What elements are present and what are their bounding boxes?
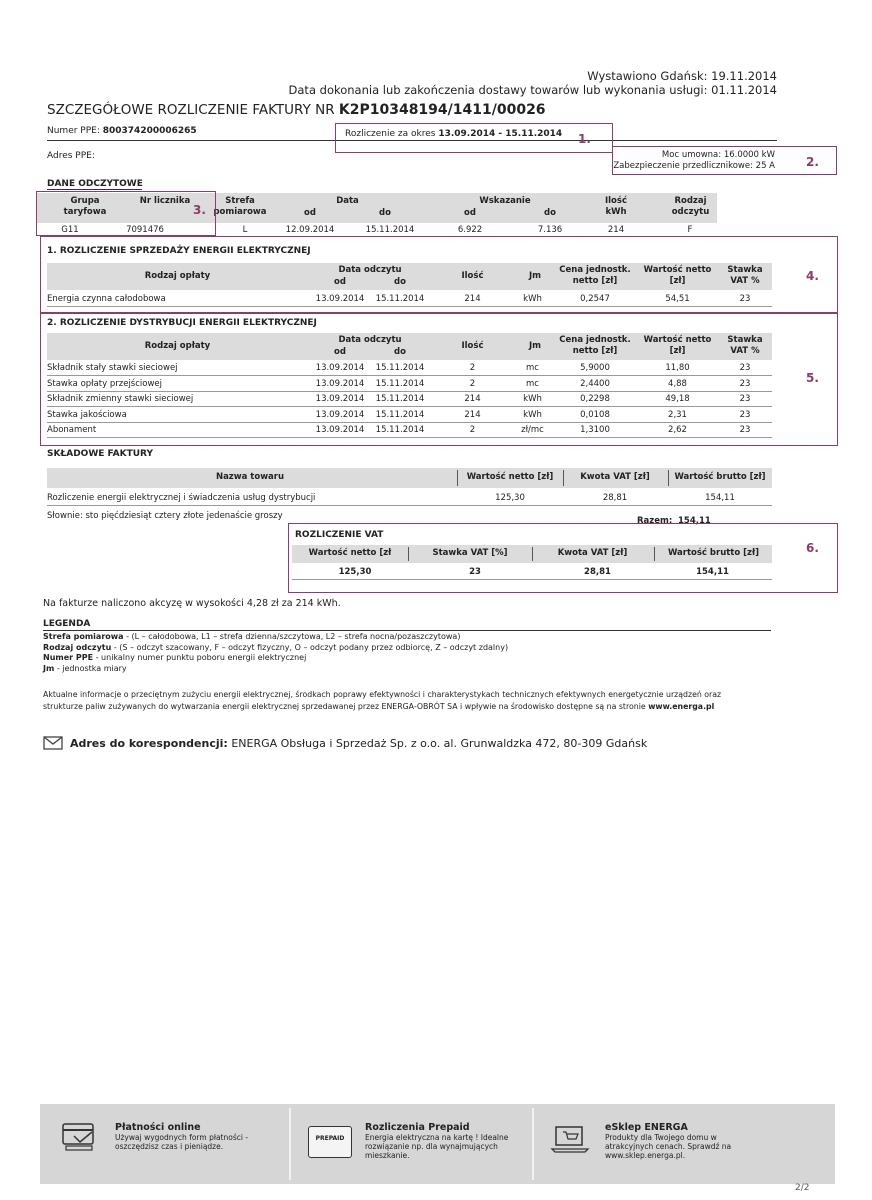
dist-cell-qty: 214 [464,394,481,404]
dist-h-price: Cena jednostk. netto [zł] [559,335,631,356]
dist-h-do: do [394,347,406,357]
dist-cell-net: 4,88 [668,378,687,389]
h-wsk-od: od [464,208,476,218]
promo-online-title: Płatności online [115,1122,201,1133]
dist-title: 2. ROZLICZENIE DYSTRYBUCJI ENERGII ELEKTRYCZNEJ [47,318,317,328]
promo-online[interactable] [115,1122,275,1151]
amount-in-words: Słownie: sto pięćdziesiąt cztery złote jedenaście groszy [47,511,283,521]
ppe-number [47,126,197,136]
dist-cell-od: 13.09.2014 [315,394,365,404]
dist-cell-net: 11,80 [665,363,690,373]
h-data: Data [336,196,359,206]
prepaid-card-icon [308,1126,352,1158]
dist-cell-od: 13.09.2014 [315,425,365,435]
promo-esklep-text: Produkty dla Twojego domu w atrakcyjnych cenach. Sprawdź na www.sklep.energa.pl. [605,1133,732,1160]
legend-line-2: Rodzaj odczytu - (S – odczyt szacowany, F – odczyt fizyczny, O – odczyt podany przez odbiorcę, Z – odczyt zdalny) [43,642,509,652]
comp-h-name: Nazwa towaru [215,472,285,482]
sale-h-ilosc: Ilość [461,271,484,281]
info-line-1: Aktualne informacje o przeciętnym zużyciu energii elektrycznej, środkach poprawy efektywności i charakterystykach technicznych efektywnych energetycznie urządzeń oraz [43,690,722,699]
dist-cell-net: 2,62 [668,425,687,435]
h-data-od: od [304,208,316,218]
vat-h-rate: Stawka VAT [%] [432,548,508,558]
dist-cell-jm: kWh [523,409,542,420]
dist-cell-qty: 214 [464,409,481,420]
promo-online-text: Używaj wygodnych form płatności - oszczędzisz czas i pieniądze. [115,1133,249,1151]
marker-1: 1. [578,132,591,146]
sale-h-data: Data odczytu [338,265,402,275]
promo-prepaid-title: Rozliczenia Prepaid [365,1122,470,1133]
comp-row-gross: 154,11 [705,493,735,503]
legend-line-3: Numer PPE - unikalny numer punktu poboru energii elektrycznej [43,653,307,662]
sale-h-net: Wartość netto [zł] [643,265,712,286]
r-data-do: 15.11.2014 [365,225,415,235]
dist-h-jm: Jm [528,341,542,351]
sale-cell-price: 0,2547 [580,294,610,304]
correspondence [70,737,647,750]
comp-row-net: 125,30 [495,493,525,503]
correspondence-address: ENERGA Obsługa i Sprzedaż Sp. z o.o. al. Grunwaldzka 472, 80-309 Gdańsk [231,737,648,750]
delivery-date: Data dokonania lub zakończenia dostawy towarów lub wykonania usługi: 01.11.2014 [288,83,777,97]
dist-cell-do: 15.11.2014 [375,363,425,373]
excise-note: Na fakturze naliczono akcyzę w wysokości 4,28 zł za 214 kWh. [43,598,341,609]
h-wskazanie: Wskazanie [479,196,531,206]
online-payment-icon [60,1120,100,1154]
marker-4: 4. [806,269,819,283]
dist-cell-price: 0,0108 [580,409,610,420]
vat-net: 125,30 [338,567,372,577]
h-wsk-do: do [544,208,556,218]
row-divider [47,437,772,438]
sale-cell-do: 15.11.2014 [375,294,425,304]
legend-body [43,632,773,674]
dist-cell-do: 15.11.2014 [375,394,425,404]
dist-h-data: Data odczytu [338,335,402,345]
sale-cell-jm: kWh [523,294,542,304]
dist-cell-price: 5,9000 [580,363,610,373]
promo-esklep-title: eSklep ENERGA [605,1122,688,1133]
promo-prepaid[interactable] [365,1122,525,1160]
vat-gross: 154,11 [696,567,729,577]
r-grupa: G11 [61,225,79,235]
dist-cell-name: Składnik zmienny stawki sieciowej [47,394,194,404]
legend-line-1: Strefa pomiarowa - (L – całodobowa, L1 – strefa dzienna/szczytowa, L2 – strefa nocna/pozaszczytowa) [43,632,461,641]
invoice-number: K2P10348194/1411/00026 [338,102,546,118]
sale-cell-vat: 23 [739,294,751,304]
dist-cell-do: 15.11.2014 [375,378,425,389]
protection-rating: Zabezpieczenie przedlicznikowe: 25 A [613,161,775,171]
comp-h-vat: Kwota VAT [zł] [580,472,650,482]
row-divider [47,422,772,423]
h-rodzaj: Rodzaj odczytu [671,196,710,217]
total-label: Razem: [637,516,673,526]
vat-rate: 23 [469,567,481,577]
r-ilosc: 214 [607,225,625,235]
legend-line-4: Jm - jednostka miary [43,663,127,673]
promo-prepaid-text: Energia elektryczna na kartę ! Idealne rozwiązanie np. dla wynajmujących mieszkanie. [365,1133,509,1160]
legend-title: LEGENDA [43,619,91,629]
r-wsk-od: 6.922 [457,225,483,235]
dist-cell-name: Abonament [47,425,97,435]
dist-cell-name: Stawka jakościowa [47,409,127,420]
r-data-od: 12.09.2014 [285,225,335,235]
vat-h-vat: Kwota VAT [zł] [557,548,628,558]
laptop-cart-icon [550,1124,590,1154]
dist-cell-qty: 2 [469,363,476,373]
dist-cell-price: 2,4400 [580,378,610,389]
dist-cell-do: 15.11.2014 [375,409,425,420]
marker-3: 3. [193,203,206,217]
sale-h-jm: Jm [528,271,542,281]
dist-cell-vat: 23 [739,378,751,389]
ppe-address-label: Adres PPE: [47,151,95,161]
vat-h-net: Wartość netto [zł [308,548,392,558]
h-data-do: do [379,208,391,218]
sale-cell-net: 54,51 [665,294,690,304]
vat-amount: 28,81 [584,567,611,577]
sale-h-rodzaj: Rodzaj opłaty [144,271,211,281]
dist-cell-net: 2,31 [668,409,687,420]
sale-h-do: do [394,277,406,287]
r-rodzaj: F [687,225,693,235]
vat-title: ROZLICZENIE VAT [295,530,384,540]
dist-cell-vat: 23 [739,425,751,435]
vat-h-gross: Wartość brutto [zł] [667,548,760,558]
period-value: 13.09.2014 - 15.11.2014 [438,129,563,139]
info-text [43,689,803,713]
sale-h-od: od [334,277,346,287]
comp-h-gross: Wartość brutto [zł] [674,472,766,482]
h-grupa: Grupa taryfowa [63,196,107,217]
dist-cell-net: 49,18 [665,394,690,404]
dist-h-ilosc: Ilość [461,341,484,351]
r-nr: 7091476 [126,225,164,235]
dist-h-net: Wartość netto [zł] [643,335,712,356]
correspondence-label: Adres do korespondencji: [70,737,228,750]
contract-power: Moc umowna: 16.0000 kW [661,150,775,160]
dist-h-vat: Stawka VAT % [727,335,763,356]
dist-h-rodzaj: Rodzaj opłaty [144,341,211,351]
dist-cell-vat: 23 [739,394,751,404]
h-ilosc: Ilość kWh [604,196,627,217]
dist-cell-qty: 2 [469,425,476,435]
comp-row-name: Rozliczenie energii elektrycznej i świadczenia usług dystrybucji [47,493,316,503]
energa-link[interactable]: www.energa.pl [648,702,715,711]
r-wsk-do: 7.136 [537,225,563,235]
dist-cell-vat: 23 [739,409,751,420]
marker-2: 2. [806,155,819,169]
total-value: 154,11 [678,516,711,526]
marker-box-3 [36,191,216,236]
dist-h-od: od [334,347,346,357]
dist-cell-od: 13.09.2014 [315,363,365,373]
marker-box-2 [612,146,837,175]
components-title: SKŁADOWE FAKTURY [47,449,153,459]
readings-title: DANE ODCZYTOWE [47,179,143,189]
ppe-value: 800374200006265 [102,126,197,136]
row-divider [47,391,772,392]
marker-box-1 [335,123,613,153]
envelope-icon [43,736,63,750]
row-divider [47,406,772,407]
comp-row-vat: 28,81 [602,493,628,503]
dist-cell-jm: mc [526,378,539,389]
sale-h-vat: Stawka VAT % [727,265,763,286]
dist-cell-vat: 23 [739,363,751,373]
h-nr: Nr licznika [139,196,191,206]
page-number: 2/2 [795,1183,810,1193]
marker-5: 5. [806,371,819,385]
promo-esklep[interactable] [605,1122,765,1160]
ppe-label: Numer PPE: [47,126,100,136]
dist-cell-name: Składnik stały stawki sieciowej [47,363,178,373]
sale-cell-qty: 214 [464,294,481,304]
page-title [47,102,546,118]
sale-cell-od: 13.09.2014 [315,294,365,304]
row-divider [47,306,772,307]
prepaid-badge: PREPAID [315,1135,345,1142]
sale-h-price: Cena jednostk. netto [zł] [559,265,631,286]
title-prefix: SZCZEGÓŁOWE ROZLICZENIE FAKTURY NR [47,102,339,118]
h-strefa: Strefa pomiarowa [213,196,267,217]
sale-title: 1. ROZLICZENIE SPRZEDAŻY ENERGII ELEKTRYCZNEJ [47,246,311,256]
dist-cell-jm: kWh [523,394,542,404]
dist-cell-od: 13.09.2014 [315,409,365,420]
dist-cell-od: 13.09.2014 [315,378,365,389]
dist-cell-jm: mc [526,363,539,373]
marker-6: 6. [806,541,819,555]
sale-cell-name: Energia czynna całodobowa [47,294,166,304]
dist-cell-price: 1,3100 [580,425,610,435]
row-divider [47,375,772,376]
dist-cell-name: Stawka opłaty przejściowej [47,378,163,389]
period-label: Rozliczenie za okres [345,129,439,139]
info-line-2: strukturze paliw zużywanych do wytwarzania energii elektrycznej sprzedawanej przez ENERGA-OBRÓT SA i wpływie na środowisko dostępne są na stronie www.energa.pl [43,702,715,711]
dist-cell-jm: zł/mc [521,425,544,435]
dist-cell-qty: 2 [469,378,476,389]
comp-h-net: Wartość netto [zł] [466,472,554,482]
dist-cell-do: 15.11.2014 [375,425,425,435]
issued-date: Wystawiono Gdańsk: 19.11.2014 [587,69,777,83]
dist-cell-price: 0,2298 [580,394,610,404]
r-strefa: L [242,225,248,235]
